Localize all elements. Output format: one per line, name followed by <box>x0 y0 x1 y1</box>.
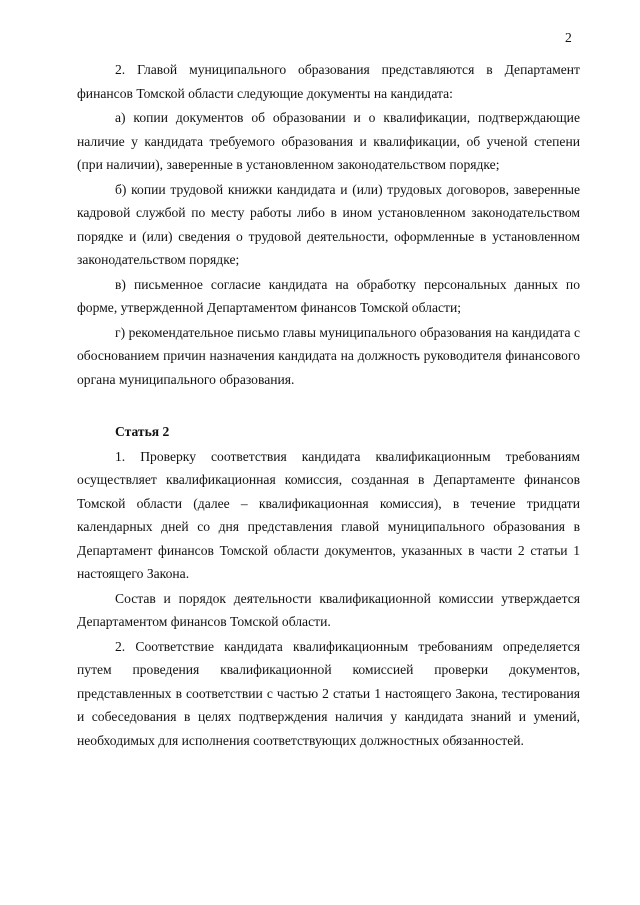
paragraph-subitem-b: б) копии трудовой книжки кандидата и (или) трудовых договоров, заверенные кадровой службой по месту работы либо в ином установленном законодательством порядке и (или) сведения о трудовой деятельности, оформленные в установленном законодательством порядке; <box>77 181 580 267</box>
article-2 <box>77 420 580 752</box>
article-2-paragraph-1: 1. Проверку соответствия кандидата квалификационным требованиям осуществляет квалификационная комиссия, созданная в Департаменте финансов Томской области (далее – квалификационная комиссия), в течение тридцати календарных дней со дня представления главой муниципального образования в Департамент финансов Томской области документов, указанных в части 2 статьи 1 настоящего Закона. <box>77 448 580 581</box>
article-heading: Статья 2 <box>115 424 170 439</box>
paragraph-subitem-v: в) письменное согласие кандидата на обработку персональных данных по форме, утвержденной Департаментом финансов Томской области; <box>77 276 580 315</box>
article-2-paragraph-composition: Состав и порядок деятельности квалификационной комиссии утверждается Департаментом финансов Томской области. <box>77 590 580 629</box>
paragraph-item-2: 2. Главой муниципального образования представляются в Департамент финансов Томской области следующие документы на кандидата: <box>77 62 580 101</box>
page-number: 2 <box>565 30 572 45</box>
section-documents-list <box>77 58 580 391</box>
article-2-paragraph-2: 2. Соответствие кандидата квалификационным требованиям определяется путем проведения квалификационной комиссией проверки документов, представленных в соответствии с частью 2 статьи 1 настоящего Закона, тестирования и собеседования в целях подтверждения наличия у кандидата знаний и умений, необходимых для исполнения соответствующих должностных обязанностей. <box>77 638 580 748</box>
paragraph-subitem-a: а) копии документов об образовании и о квалификации, подтверждающие наличие у кандидата требуемого образования и квалификации, об ученой степени (при наличии), заверенные в установленном законодательством порядке; <box>77 110 580 172</box>
paragraph-subitem-g: г) рекомендательное письмо главы муниципального образования на кандидата с обоснованием причин назначения кандидата на должность руководителя финансового органа муниципального образования. <box>77 324 580 387</box>
